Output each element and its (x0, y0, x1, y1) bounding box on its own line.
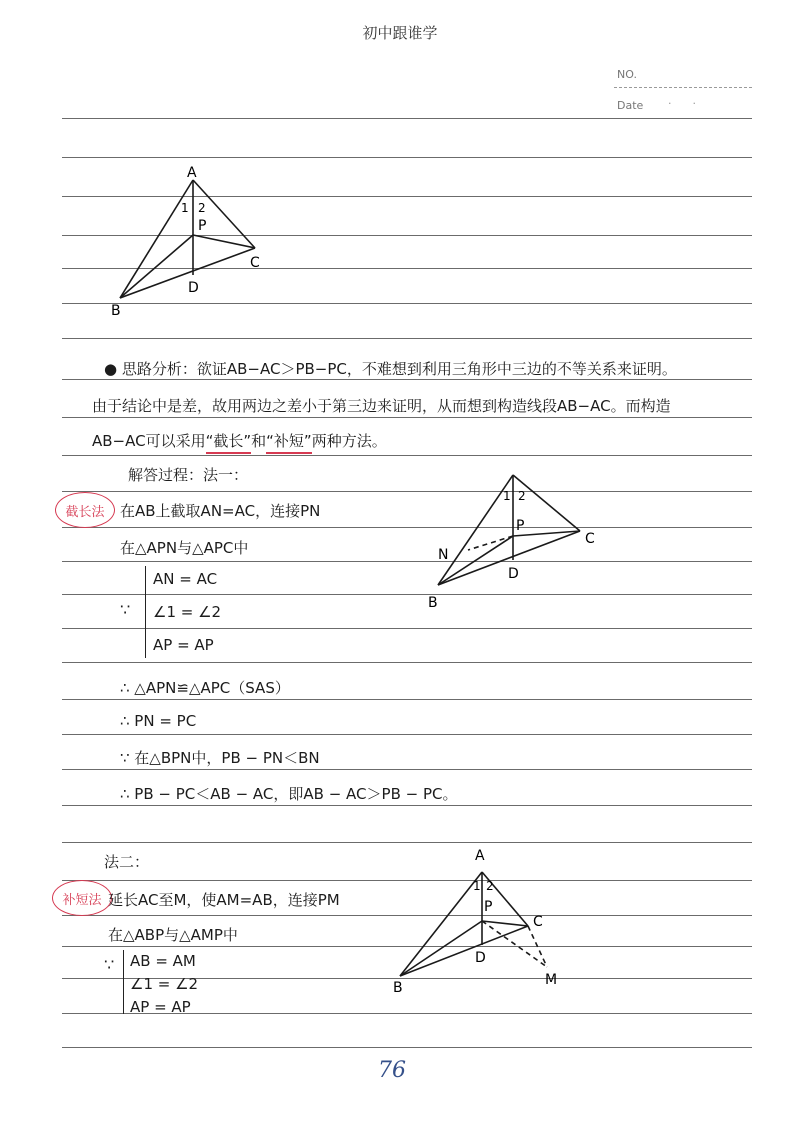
label-D: D (188, 280, 199, 296)
label-C: C (585, 531, 595, 547)
method1-cond-3: AP = AP (153, 636, 214, 654)
method2-cond-3: AP = AP (130, 998, 191, 1016)
label-P: P (484, 899, 493, 915)
method1-cond-2: ∠1 = ∠2 (153, 603, 222, 621)
analysis-line-1: ● 思路分析：欲证AB−AC＞PB−PC，不难想到利用三角形中三边的不等关系来证明。 (104, 360, 677, 378)
label-angle-1: 1 (473, 879, 481, 893)
label-angle-2: 2 (198, 201, 206, 215)
label-A: A (187, 165, 197, 181)
label-B: B (428, 595, 438, 611)
label-M: M (545, 972, 558, 988)
method2-cond-1: AB = AM (130, 952, 196, 970)
date-dots: · · (668, 97, 696, 110)
document-title: 初中跟谁学 (362, 24, 438, 42)
no-label: NO. (617, 68, 637, 81)
figure-triangle-3 (385, 842, 575, 997)
label-A: A (475, 848, 485, 864)
figure-triangle-2 (420, 470, 610, 615)
label-D: D (475, 950, 486, 966)
method1-conclusion-3: ∵ 在△BPN中，PB − PN＜BN (120, 749, 320, 767)
date-label: Date (617, 99, 644, 112)
label-N: N (438, 547, 449, 563)
method1-step-2: 在△APN与△APC中 (120, 539, 249, 557)
method1-cond-1: AN = AC (153, 570, 218, 588)
label-P: P (198, 218, 207, 234)
analysis-line-2: 由于结论中是差，故用两边之差小于第三边来证明，从而想到构造线段AB−AC。而构造 (92, 397, 671, 415)
label-angle-2: 2 (518, 489, 526, 503)
keyword-jiechang: “截长” (206, 432, 252, 454)
label-angle-1: 1 (503, 489, 511, 503)
no-divider (614, 87, 752, 88)
method1-conclusion-4: ∴ PB − PC＜AB − AC，即AB − AC＞PB − PC。 (120, 785, 458, 803)
figure-triangle-1 (100, 160, 290, 325)
label-B: B (111, 303, 121, 319)
method1-conclusion-2: ∴ PN = PC (120, 712, 197, 730)
stamp-buduan: 补短法 (52, 880, 112, 916)
method1-conclusion-1: ∴ △APN≌△APC（SAS） (120, 679, 290, 697)
method1-because: ∵ (120, 600, 131, 619)
label-angle-2: 2 (486, 879, 494, 893)
analysis-line-3-a: AB−AC可以采用 (92, 432, 206, 450)
analysis-line-3-e: 两种方法。 (311, 432, 387, 450)
page-number: 76 (378, 1058, 406, 1083)
label-D: D (508, 566, 519, 582)
label-B: B (393, 980, 403, 996)
method2-because: ∵ (104, 955, 115, 974)
label-angle-1: 1 (181, 201, 189, 215)
analysis-line-3-c: 和 (251, 432, 267, 450)
method2-step-1: 延长AC至M，使AM=AB，连接PM (108, 891, 340, 909)
label-C: C (533, 914, 543, 930)
stamp-jiechang: 截长法 (55, 492, 115, 528)
method1-step-1: 在AB上截取AN=AC，连接PN (120, 502, 321, 520)
method2-heading: 法二： (104, 853, 150, 871)
label-P: P (516, 518, 525, 534)
method2-cond-2: ∠1 = ∠2 (130, 975, 199, 993)
method2-brace (123, 950, 124, 1014)
keyword-buduan: “补短” (266, 432, 312, 454)
method1-heading: 解答过程：法一： (128, 466, 249, 484)
method1-brace (145, 566, 146, 658)
method2-step-2: 在△ABP与△AMP中 (108, 926, 238, 944)
analysis-line-3 (92, 430, 387, 451)
label-C: C (250, 255, 260, 271)
